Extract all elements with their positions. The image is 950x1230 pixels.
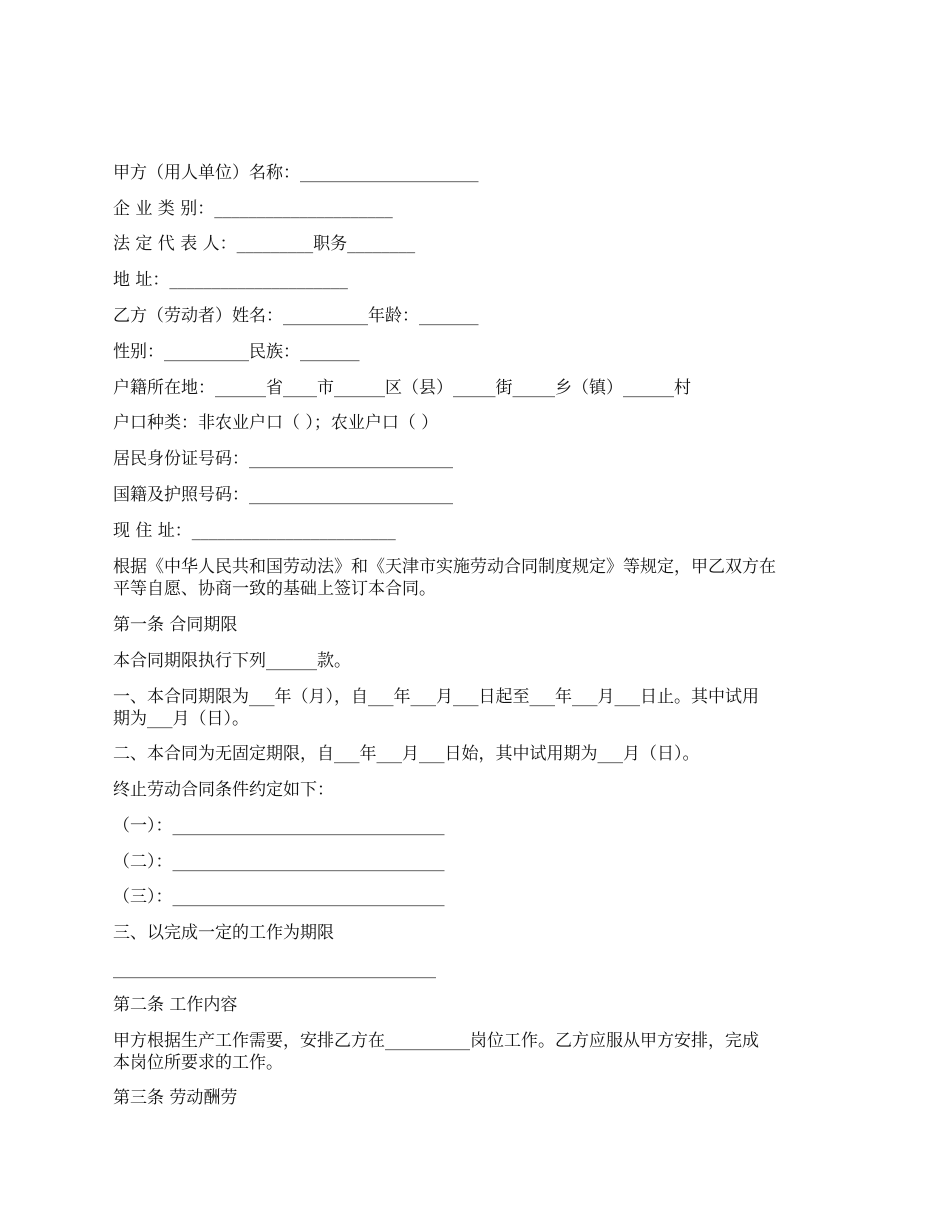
article1-option1: [113, 686, 843, 730]
household-type-field: 户口种类：非农业户口（ ）；农业户口（ ）: [113, 413, 439, 433]
article1-option2: 二、本合同为无固定期限，自___年___月___日始，其中试用期为___月（日）。: [113, 744, 700, 764]
termination-condition-1: （一）：________________________________: [113, 816, 445, 836]
party-b-name-field: 乙方（劳动者）姓名：__________年龄：_______: [113, 306, 479, 326]
party-a-name-field: 甲方（用人单位）名称：_____________________: [113, 163, 479, 183]
termination-intro: 终止劳动合同条件约定如下：: [113, 780, 334, 800]
current-address-field: 现 住 址：________________________: [113, 521, 396, 541]
article1-intro: 本合同期限执行下列______款。: [113, 651, 351, 671]
article2-paragraph: [113, 1030, 843, 1074]
legal-representative-field: 法 定 代 表 人：_________职务________: [113, 234, 416, 254]
option1-line: 一、本合同期限为___年（月），自___年___月___日起至___年___月___日止。其中试用: [113, 687, 759, 707]
preamble-paragraph: [113, 556, 843, 600]
article2-line: 本岗位所要求的工作。: [113, 1053, 283, 1073]
article1-title: 第一条 合同期限: [113, 615, 238, 635]
article2-title: 第二条 工作内容: [113, 995, 238, 1015]
id-number-field: 居民身份证号码：________________________: [113, 449, 453, 469]
address-field: 地 址：_____________________: [113, 270, 348, 290]
termination-condition-3: （三）：________________________________: [113, 887, 445, 907]
article3-title: 第三条 劳动酬劳: [113, 1088, 238, 1108]
termination-condition-2: （二）：________________________________: [113, 852, 445, 872]
household-registration-field: 户籍所在地：______省____市______区（县）_____街_____乡（镇）______村: [113, 378, 691, 398]
blank-line: ______________________________________: [113, 959, 436, 979]
gender-ethnicity-field: 性别：__________民族：_______: [113, 342, 360, 362]
enterprise-type-field: 企 业 类 别：_____________________: [113, 199, 393, 219]
article2-line: 甲方根据生产工作需要，安排乙方在__________岗位工作。乙方应服从甲方安排，完成: [113, 1031, 759, 1051]
option1-line: 期为___月（日）。: [113, 709, 249, 729]
article1-option3: 三、以完成一定的工作为期限: [113, 923, 334, 943]
preamble-line: 平等自愿、协商一致的基础上签订本合同。: [113, 579, 436, 599]
preamble-line: 根据《中华人民共和国劳动法》和《天津市实施劳动合同制度规定》等规定，甲乙双方在: [113, 557, 776, 577]
nationality-passport-field: 国籍及护照号码：________________________: [113, 485, 453, 505]
